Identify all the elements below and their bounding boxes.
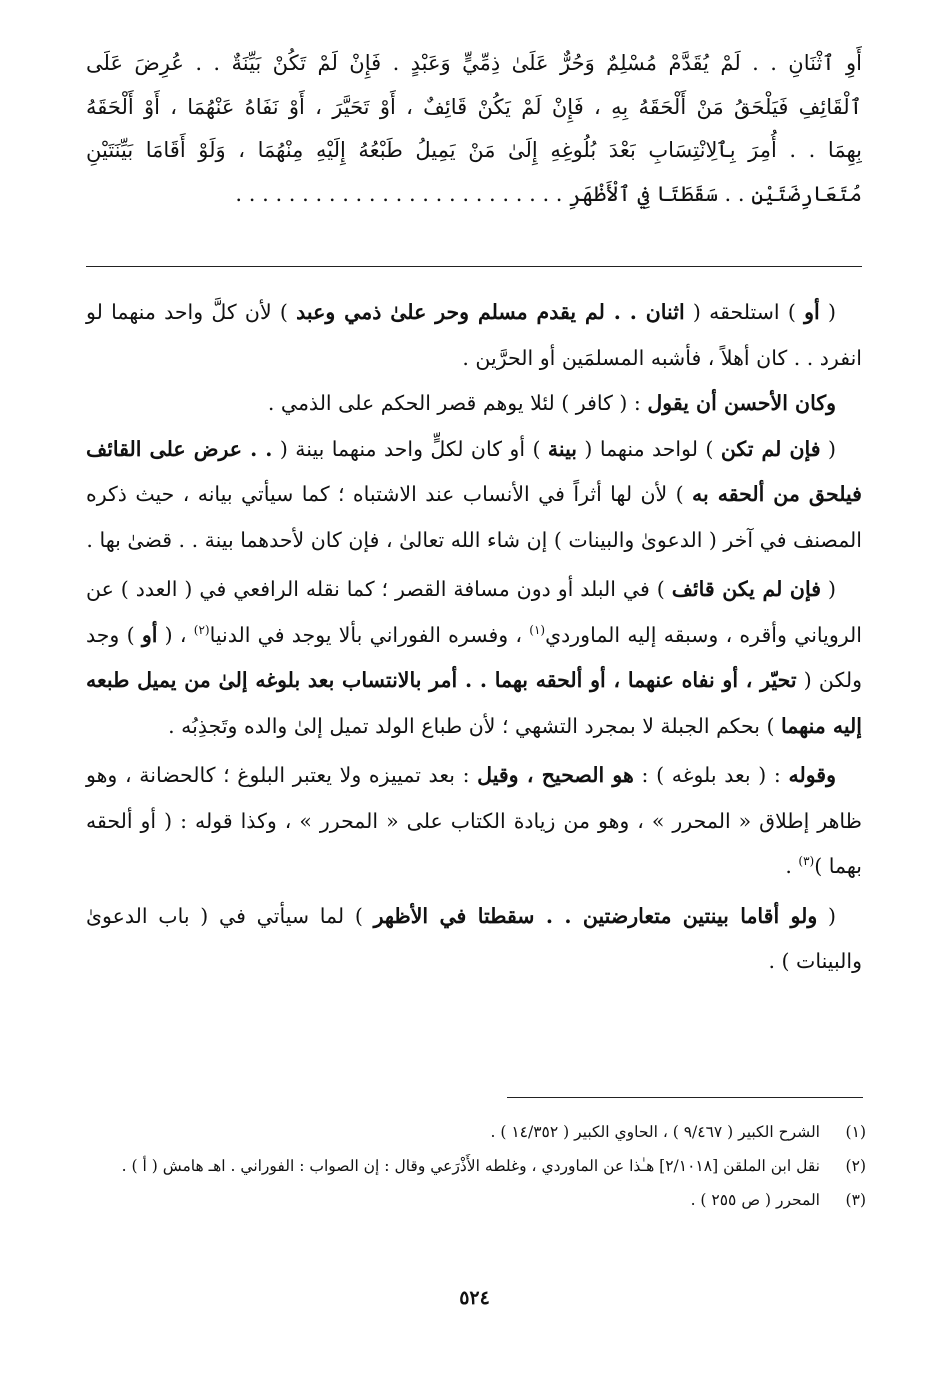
quoted-matn: فإن لم يكن قائف (671, 577, 822, 601)
quoted-matn: . . عرض على القائف فيلحق من ألحقه به (86, 436, 862, 506)
quoted-matn: أو (804, 300, 820, 324)
matn-line-3: بِهِمَا . . أُمِرَ بِٱلِانْتِسَابِ بَعْدَ بُلُوغِهِ إِلَىٰ مَنْ يَمِيلُ طَبْعُهُ إِلَيْهِ مِنْهُمَا ، وَلَوْ أَقَامَا بَيِّنَتَيْنِ (86, 138, 862, 162)
page-number: ٥٢٤ (459, 1287, 490, 1309)
footnotes-block (86, 1120, 866, 1222)
footnote-ref-2: (٢) (193, 622, 210, 637)
text-run: : بعد تمييزه ولا يعتبر البلوغ ؛ كالحضانة ، وهو ظاهر إطلاق « المحرر » ، وهو من زيادة الكتاب على « المحرر » ، وكذا قوله : ( أو ألحقه بهما ) (86, 763, 862, 878)
text-run: ) أو كان لكلٍّ واحد منهما بينة ( (272, 436, 548, 461)
matn-line-1: أَوِ ٱثْنَانِ . . لَمْ يُقَدَّمْ مُسْلِمٌ وَحُرٌّ عَلَىٰ ذِمِّيٍّ وَعَبْدٍ . فَإِنْ لَمْ تَكُنْ بَيِّنَةٌ . . عُرِضَ عَلَى (86, 51, 862, 75)
text-run: ) وجد ولكن ( (86, 622, 862, 692)
footnote-text: المحرر ( ص ٢٥٥ ) . (690, 1191, 820, 1209)
matn-line-4-dots: . . . . . . . . . . . . . . . . . . . . . . . . . (235, 181, 563, 206)
text-run: ، ( (157, 622, 194, 647)
text-run: ( (819, 300, 836, 324)
footnote-ref-3: (٣) (798, 854, 815, 869)
quoted-matn: فإن لم تكن (720, 436, 821, 461)
text-run: . (785, 854, 799, 878)
text-run: ) لأن كلَّ واحد منهما لو انفرد . . كان أهلاً ، فأشبه المسلمَين أو الحرَّين . (86, 300, 862, 370)
matn-line-2: ٱلْقَائِفِ فَيَلْحَقُ مَنْ أَلْحَقَهُ بِهِ ، فَإِنْ لَمْ يَكُنْ قَائِفٌ ، أَوْ تَحَيَّرَ ، أَوْ نَفَاهُ عَنْهُمَا ، أَوْ أَلْحَقَهُ (86, 94, 862, 119)
text-run: ) لواحد منهما ( (576, 436, 721, 461)
quoted-matn: هو الصحيح ، وقيل (477, 763, 634, 787)
text-run: : ( كافر ) لئلا يوهم قصر الحكم على الذمي . (267, 391, 648, 415)
matn-line-4 (86, 173, 862, 217)
footnote-3 (86, 1188, 866, 1213)
quoted-matn: بينة (547, 436, 577, 461)
text-run: ) لما سيأتي في ( باب الدعوىٰ والبينات ) . (86, 903, 862, 973)
footnote-number: (٢) (845, 1157, 866, 1175)
sharh-paragraph-4 (86, 567, 862, 749)
quoted-matn: ولو أقاما بينتين متعارضتين . . سقطتا في الأظهر (373, 903, 818, 928)
footnote-number: (١) (845, 1123, 866, 1141)
text-run: ( (821, 577, 836, 601)
sharh-paragraph-6 (86, 894, 862, 985)
quoted-matn: تحيّر ، أو نفاه عنهما ، أو ألحقه بهما . . أمر بالانتساب بعد بلوغه إلىٰ من يميل طبعه إليه منهما (86, 668, 862, 738)
quoted-matn: وكان الأحسن أن يقول (647, 391, 836, 415)
sharh-paragraph-2 (86, 381, 862, 427)
text-run: ، وفسره الفوراني بألا يوجد في الدنيا (209, 622, 530, 647)
sharh-paragraph-1 (86, 290, 862, 381)
text-run: : ( بعد بلوغه ) : (633, 763, 789, 787)
footnote-text: الشرح الكبير ( ٩/٤٦٧ ) ، الحاوي الكبير ( ١٤/٣٥٢ ) . (490, 1123, 820, 1141)
footnote-2 (86, 1154, 866, 1179)
text-run: ) بحكم الجبلة لا بمجرد التشهي ؛ لأن طباع الولد تميل إلىٰ والده وتَجذِبُه . (168, 713, 782, 738)
footnote-ref-1: (١) (529, 622, 546, 637)
text-run: ) استلحقه ( (684, 300, 805, 324)
text-run: ) لأن لها أثراً في الأنساب عند الاشتباه ؛ كما سيأتي بيانه ، حيث ذكره المصنف في آخر ( الدعوىٰ والبينات ) إن شاء الله تعالىٰ ، فإن كان لأحدهما بينة . . قضىٰ بها . (86, 482, 862, 552)
footnote-text: نقل ابن الملقن [٢/١٠١٨] هـٰذا عن الماوردي ، وغلطه الأَذْرَعي وقال : إن الصواب : الفوراني . اهـ هامش ( أ ) . (121, 1157, 820, 1175)
footnote-1 (86, 1120, 866, 1145)
text-run: ( (820, 436, 836, 461)
sharh-paragraph-5 (86, 753, 862, 890)
matn-text-block (86, 42, 862, 216)
sharh-paragraph-3 (86, 427, 862, 564)
matn-line-4-text: مُتَعَارِضَتَيْنِ . . سَقَطَتَا فِي ٱلْأَظْهَرِ (569, 181, 862, 206)
quoted-matn: اثنان . . لم يقدم مسلم وحر علىٰ ذمي وعبد (296, 300, 685, 324)
footnote-number: (٣) (845, 1191, 866, 1209)
footnote-separator-line (507, 1097, 863, 1098)
matn-separator-line (86, 266, 862, 267)
sharh-commentary-block (86, 290, 862, 985)
quoted-matn: وقوله (788, 763, 837, 787)
text-run: ) في البلد أو دون مسافة القصر ؛ كما نقله الرافعي في ( العدد ) عن الروياني وأقره ، وسبقه إليه الماوردي (86, 577, 862, 647)
quoted-matn: أو (141, 622, 158, 647)
text-run: ( (817, 903, 837, 928)
